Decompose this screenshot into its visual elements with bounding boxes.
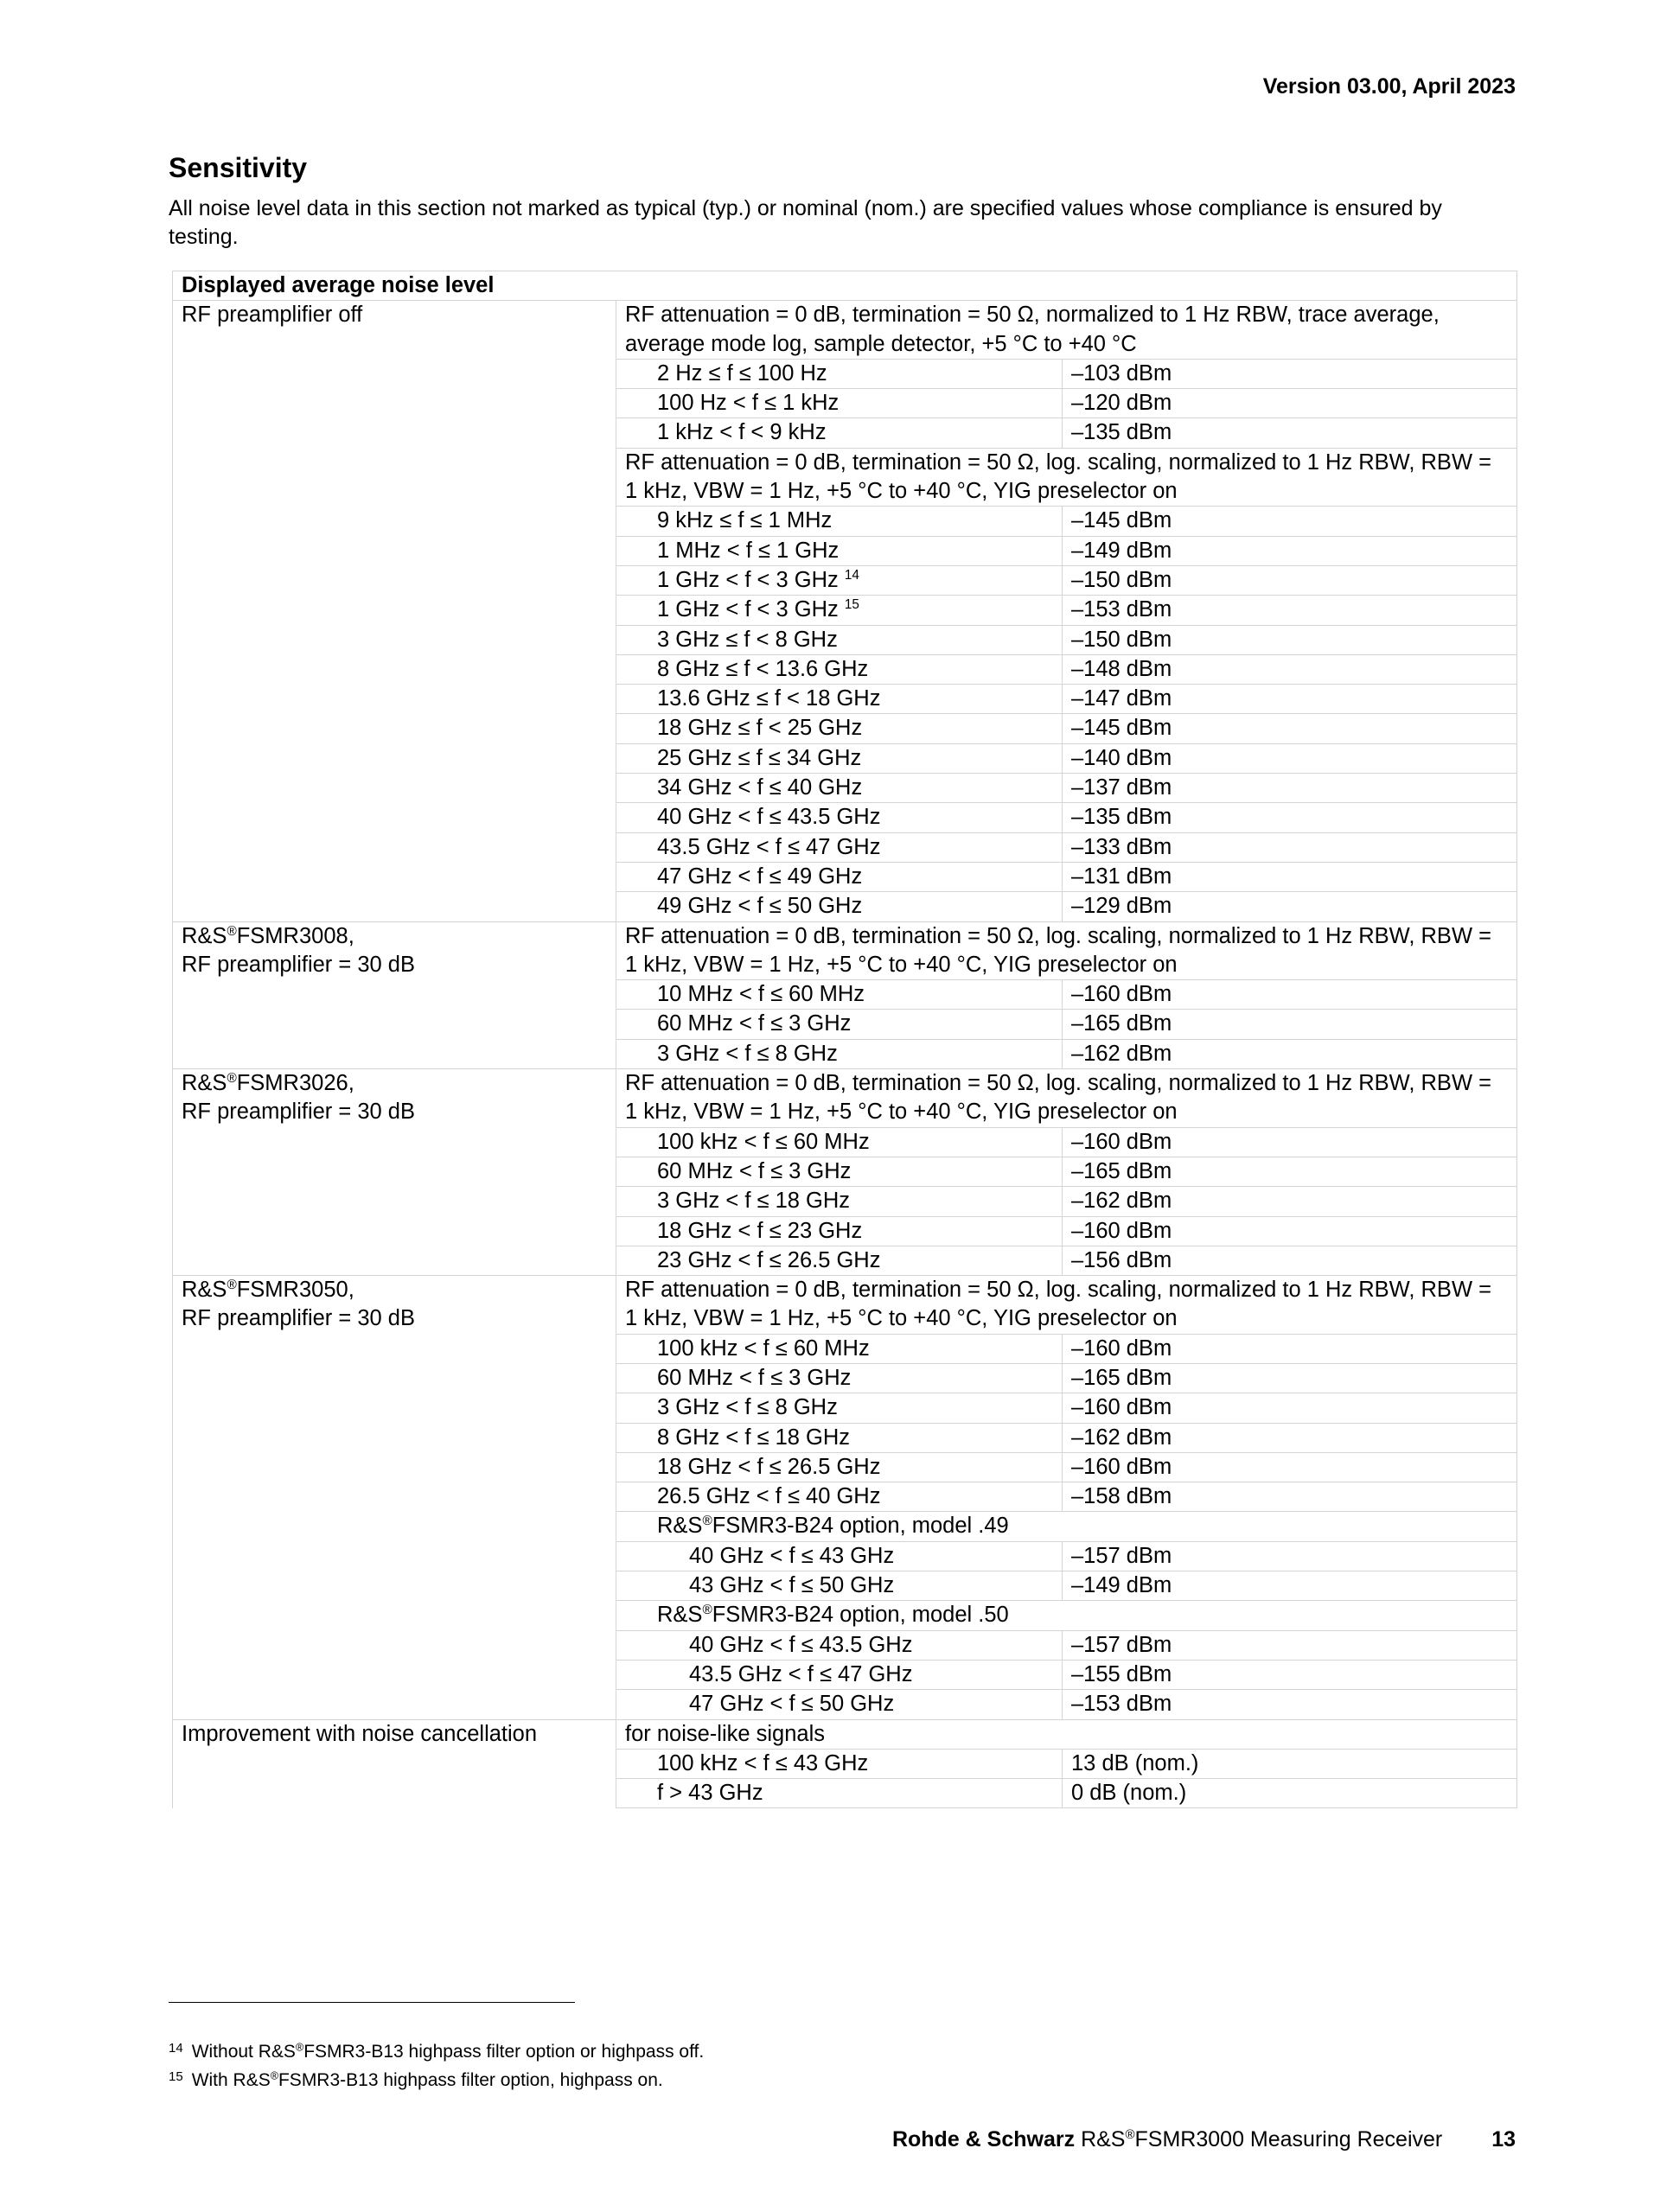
frequency-range [616,980,1063,1010]
noise-level-value: –162 dBm [1063,1039,1517,1068]
frequency-range-text: 3 GHz ≤ f < 8 GHz [657,627,838,652]
frequency-range [616,1660,1063,1689]
condition-text: RF attenuation = 0 dB, termination = 50 Ω, log. scaling, normalized to 1 Hz RBW, RBW = 1 kHz, VBW = 1 Hz, +5 °C to +40 °C, YIG preselector on [616,1276,1517,1335]
noise-level-value: –140 dBm [1063,743,1517,773]
frequency-range-text: 40 GHz < f ≤ 43.5 GHz [657,805,881,830]
noise-level-value: –148 dBm [1063,654,1517,684]
noise-level-table [172,271,1517,1808]
frequency-range-text: 8 GHz < f ≤ 18 GHz [657,1425,851,1450]
frequency-range-text: 34 GHz < f ≤ 40 GHz [657,775,863,800]
table-heading-row [173,271,1517,301]
footnote [169,2069,663,2091]
condition-text: RF attenuation = 0 dB, termination = 50 Ω, normalized to 1 Hz RBW, trace average, average mode log, sample detector, +5 °C to +40 °C [616,301,1517,360]
footnote-text: Without R&S®FSMR3-B13 highpass filter option or highpass off. [191,2041,705,2062]
noise-level-value: –137 dBm [1063,774,1517,803]
table-row [173,921,1517,980]
noise-level-value: –155 dBm [1063,1660,1517,1689]
noise-level-value: –160 dBm [1063,1334,1517,1363]
frequency-range [616,862,1063,891]
noise-level-value: –120 dBm [1063,389,1517,418]
frequency-range-text: 18 GHz < f ≤ 23 GHz [657,1218,863,1243]
frequency-range-text: 3 GHz < f ≤ 8 GHz [657,1041,838,1066]
group-label [173,1069,616,1276]
frequency-range-text: 10 MHz < f ≤ 60 MHz [657,982,865,1007]
page-number: 13 [1491,2127,1516,2151]
frequency-range [616,1423,1063,1452]
frequency-range [616,389,1063,418]
frequency-range [616,596,1063,625]
noise-level-value: –145 dBm [1063,714,1517,743]
frequency-range [616,1393,1063,1423]
frequency-range [616,565,1063,595]
frequency-range [616,625,1063,654]
table-heading: Displayed average noise level [173,271,1517,301]
frequency-range-text: 8 GHz ≤ f < 13.6 GHz [657,656,869,681]
noise-level-value: –149 dBm [1063,1571,1517,1601]
frequency-range [616,1482,1063,1512]
noise-level-value: –147 dBm [1063,685,1517,714]
footnote-number: 15 [169,2069,183,2084]
noise-level-value: –149 dBm [1063,536,1517,565]
frequency-range [616,1216,1063,1246]
frequency-range [616,359,1063,388]
frequency-range-text: 13.6 GHz ≤ f < 18 GHz [657,686,881,711]
noise-level-value: –160 dBm [1063,1216,1517,1246]
noise-level-value: –165 dBm [1063,1157,1517,1186]
frequency-range [616,1749,1063,1778]
frequency-range-text: 60 MHz < f ≤ 3 GHz [657,1011,852,1036]
noise-level-value: –157 dBm [1063,1541,1517,1571]
document-version: Version 03.00, April 2023 [1262,74,1516,99]
footer-product: R&S®FSMR3000 Measuring Receiver [1081,2127,1443,2151]
noise-level-value: 0 dB (nom.) [1063,1779,1517,1808]
frequency-range [616,1010,1063,1039]
section-title: Sensitivity [169,152,308,183]
noise-level-value: –165 dBm [1063,1363,1517,1393]
frequency-range-text: 1 GHz < f < 3 GHz [657,597,839,622]
frequency-range [616,1127,1063,1157]
group-label [173,921,616,1068]
page-footer [892,2127,1516,2152]
footnote-ref: 14 [844,567,859,583]
noise-level-value: –160 dBm [1063,980,1517,1010]
frequency-range-text: 1 MHz < f ≤ 1 GHz [657,538,840,563]
noise-level-value: –103 dBm [1063,359,1517,388]
noise-level-value: –131 dBm [1063,862,1517,891]
frequency-range-text: 18 GHz ≤ f < 25 GHz [657,716,863,741]
frequency-range-text: f > 43 GHz [657,1781,763,1806]
noise-level-value: –160 dBm [1063,1452,1517,1482]
footnote-ref: 15 [844,597,859,613]
noise-level-value: –153 dBm [1063,596,1517,625]
frequency-range-text: 1 kHz < f < 9 kHz [657,420,827,445]
option-subheading: R&S®FSMR3-B24 option, model .50 [616,1601,1517,1630]
frequency-range-text: 43 GHz < f ≤ 50 GHz [689,1573,895,1598]
noise-level-value: –135 dBm [1063,803,1517,832]
footnote-number: 14 [169,2041,183,2056]
frequency-range [616,654,1063,684]
group-label [173,301,616,921]
table-row [173,1069,1517,1128]
noise-level-value: 13 dB (nom.) [1063,1749,1517,1778]
option-subheading: R&S®FSMR3-B24 option, model .49 [616,1512,1517,1541]
frequency-range-text: 40 GHz < f ≤ 43 GHz [689,1543,895,1568]
group-label-second: RF preamplifier = 30 dB [182,1100,415,1125]
group-label [173,1719,616,1808]
frequency-range [616,685,1063,714]
frequency-range [616,774,1063,803]
frequency-range [616,1334,1063,1363]
frequency-range [616,507,1063,536]
frequency-range [616,1779,1063,1808]
frequency-range [616,1630,1063,1660]
noise-level-value: –158 dBm [1063,1482,1517,1512]
noise-level-value: –165 dBm [1063,1010,1517,1039]
frequency-range [616,1187,1063,1216]
group-label-second: RF preamplifier = 30 dB [182,952,415,977]
section-intro: All noise level data in this section not marked as typical (typ.) or nominal (nom.) are specified values whose compliance is ensured by testing. [169,196,1442,249]
frequency-range [616,743,1063,773]
frequency-range [616,1541,1063,1571]
frequency-range [616,803,1063,832]
group-label-main: R&S®FSMR3026, [182,1070,354,1096]
frequency-range-text: 60 MHz < f ≤ 3 GHz [657,1158,852,1183]
frequency-range-text: 49 GHz < f ≤ 50 GHz [657,894,863,919]
noise-level-value: –160 dBm [1063,1393,1517,1423]
footnote-text: With R&S®FSMR3-B13 highpass filter option, highpass on. [191,2069,663,2090]
frequency-range [616,418,1063,448]
frequency-range [616,1452,1063,1482]
condition-text: for noise-like signals [616,1719,1517,1749]
frequency-range-text: 100 Hz < f ≤ 1 kHz [657,391,840,416]
frequency-range [616,1157,1063,1186]
noise-level-value: –153 dBm [1063,1690,1517,1719]
table-row [173,301,1517,360]
noise-level-value: –133 dBm [1063,832,1517,862]
frequency-range-text: 2 Hz ≤ f ≤ 100 Hz [657,360,827,386]
noise-level-value: –157 dBm [1063,1630,1517,1660]
noise-level-value: –160 dBm [1063,1127,1517,1157]
frequency-range-text: 9 kHz ≤ f ≤ 1 MHz [657,508,833,533]
noise-level-value: –129 dBm [1063,892,1517,921]
footnote-separator [169,2002,575,2003]
frequency-range [616,1246,1063,1275]
frequency-range-text: 18 GHz < f ≤ 26.5 GHz [657,1454,881,1479]
noise-level-value: –150 dBm [1063,625,1517,654]
frequency-range [616,832,1063,862]
table-row [173,1276,1517,1335]
frequency-range-text: 47 GHz < f ≤ 50 GHz [689,1692,895,1717]
noise-level-value: –145 dBm [1063,507,1517,536]
frequency-range [616,1039,1063,1068]
frequency-range [616,1363,1063,1393]
frequency-range [616,714,1063,743]
footer-brand: Rohde & Schwarz [891,2127,1076,2151]
noise-level-value: –162 dBm [1063,1423,1517,1452]
frequency-range-text: 3 GHz < f ≤ 8 GHz [657,1395,838,1420]
table-row [173,1719,1517,1749]
condition-text: RF attenuation = 0 dB, termination = 50 Ω, log. scaling, normalized to 1 Hz RBW, RBW = 1 kHz, VBW = 1 Hz, +5 °C to +40 °C, YIG preselector on [616,921,1517,980]
group-label [173,1276,616,1719]
frequency-range-text: 43.5 GHz < f ≤ 47 GHz [657,834,881,859]
frequency-range-text: 60 MHz < f ≤ 3 GHz [657,1365,852,1390]
frequency-range-text: 40 GHz < f ≤ 43.5 GHz [689,1632,913,1657]
frequency-range-text: 100 kHz < f ≤ 60 MHz [657,1129,870,1154]
noise-level-value: –135 dBm [1063,418,1517,448]
frequency-range-text: 43.5 GHz < f ≤ 47 GHz [689,1661,913,1686]
frequency-range [616,1690,1063,1719]
noise-level-value: –156 dBm [1063,1246,1517,1275]
frequency-range-text: 3 GHz < f ≤ 18 GHz [657,1189,851,1214]
condition-text: RF attenuation = 0 dB, termination = 50 Ω, log. scaling, normalized to 1 Hz RBW, RBW = 1 kHz, VBW = 1 Hz, +5 °C to +40 °C, YIG preselector on [616,448,1517,507]
frequency-range-text: 1 GHz < f < 3 GHz [657,567,839,592]
group-label-main: RF preamplifier off [182,303,363,328]
group-label-second: RF preamplifier = 30 dB [182,1306,415,1331]
noise-level-value: –150 dBm [1063,565,1517,595]
frequency-range-text: 26.5 GHz < f ≤ 40 GHz [657,1484,881,1509]
frequency-range [616,536,1063,565]
footnote [169,2041,704,2062]
group-label-main: Improvement with noise cancellation [182,1721,538,1746]
frequency-range [616,892,1063,921]
noise-level-table-body [173,271,1517,1808]
condition-text: RF attenuation = 0 dB, termination = 50 Ω, log. scaling, normalized to 1 Hz RBW, RBW = 1 kHz, VBW = 1 Hz, +5 °C to +40 °C, YIG preselector on [616,1069,1517,1128]
group-label-main: R&S®FSMR3008, [182,923,354,948]
frequency-range-text: 47 GHz < f ≤ 49 GHz [657,864,863,889]
noise-level-value: –162 dBm [1063,1187,1517,1216]
frequency-range-text: 23 GHz < f ≤ 26.5 GHz [657,1247,881,1272]
frequency-range [616,1571,1063,1601]
group-label-main: R&S®FSMR3050, [182,1277,354,1303]
frequency-range-text: 25 GHz ≤ f ≤ 34 GHz [657,745,862,770]
frequency-range-text: 100 kHz < f ≤ 60 MHz [657,1335,870,1361]
frequency-range-text: 100 kHz < f ≤ 43 GHz [657,1750,869,1775]
